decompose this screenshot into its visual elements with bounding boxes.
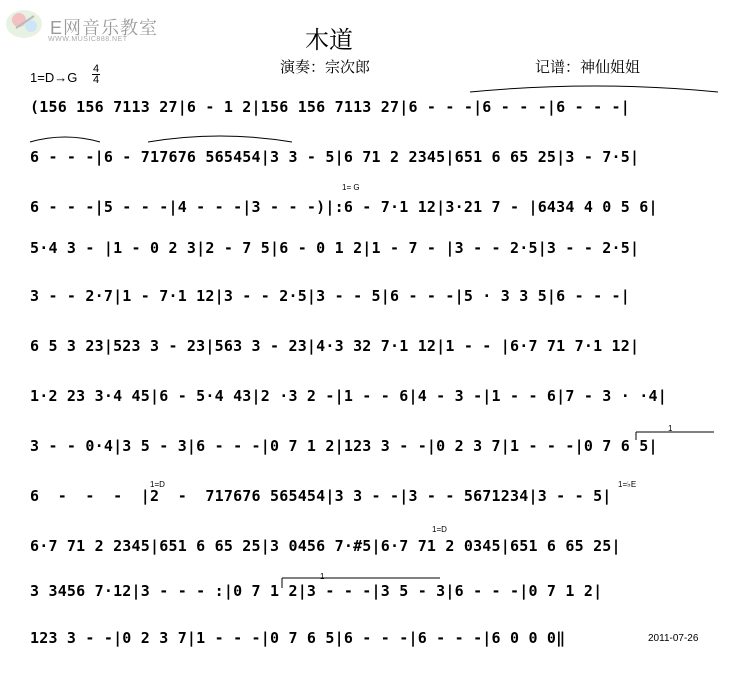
score-line: 3 3456 7·12|3 - - - :|0 7 1 2|3 - - -|3 5 - 3|6 - - -|0 7 1 2| — [30, 582, 603, 600]
time-signature-bottom: 4 — [92, 74, 100, 86]
score-line: 1·2 23 3·4 45|6 - 5·4 43|2 ·3 2 -|1 - - 6|4 - 3 -|1 - - 6|7 - 3 · ·4| — [30, 387, 667, 405]
date-stamp: 2011-07-26 — [648, 633, 699, 644]
site-logo — [4, 4, 174, 44]
score-line: 5·4 3 - |1 - 0 2 3|2 - 7 5|6 - 0 1 2|1 - 7 - |3 - - 2·5|3 - - 2·5| — [30, 239, 640, 257]
time-signature-top: 4 — [92, 63, 100, 75]
performer-credit: 演奏：宗次郎 — [280, 59, 371, 76]
key-change-label: 1=♭E — [618, 480, 637, 489]
volta-number: 1 — [320, 572, 325, 581]
time-signature — [92, 64, 100, 85]
logo-url: WWW.MUSIC888.NET — [48, 36, 128, 43]
score-line: 6 - - -|5 - - -|4 - - -|3 - - -)|:6 - 7·1 12|3·21 7 - |6434 4 0 5 6| — [30, 198, 658, 216]
score-line: 6·7 71 2 2345|651 6 65 25|3 0456 7·#5|6·7 71 2 0345|651 6 65 25| — [30, 537, 621, 555]
score-line: 6 - - -|6 - 717676 565454|3 3 - 5|6 71 2 2345|651 6 65 25|3 - 7·5| — [30, 148, 640, 166]
key-change-label: 1=D — [150, 480, 165, 489]
song-title: 木道 — [305, 26, 353, 54]
score-line: 6 - - - |2 - 717676 565454|3 3 - -|3 - - 5671234|3 - - 5| — [30, 487, 612, 505]
score-line: 3 - - 2·7|1 - 7·1 12|3 - - 2·5|3 - - 5|6 - - -|5 · 3 3 5|6 - - -| — [30, 287, 630, 305]
score-line: (156 156 7113 27|6 - 1 2|156 156 7113 27|6 - - -|6 - - -|6 - - -| — [30, 98, 630, 116]
logo-music-icon — [4, 6, 46, 40]
score-line: 123 3 - -|0 2 3 7|1 - - -|0 7 6 5|6 - - -|6 - - -|6 0 0 0‖ — [30, 629, 566, 647]
score-line: 6 5 3 23|523 3 - 23|563 3 - 23|4·3 32 7·1 12|1 - - |6·7 71 7·1 12| — [30, 337, 640, 355]
key-signature: 1=D→G — [30, 70, 78, 85]
key-change-label: 1= G — [342, 183, 360, 192]
logo-name: E网音乐教室 — [50, 18, 159, 38]
volta-number: 1 — [668, 424, 673, 433]
score-line: 3 - - 0·4|3 5 - 3|6 - - -|0 7 1 2|123 3 - -|0 2 3 7|1 - - -|0 7 6 5| — [30, 437, 658, 455]
key-change-label: 1=D — [432, 525, 447, 534]
transcriber-credit: 记谱：神仙姐姐 — [535, 59, 641, 76]
